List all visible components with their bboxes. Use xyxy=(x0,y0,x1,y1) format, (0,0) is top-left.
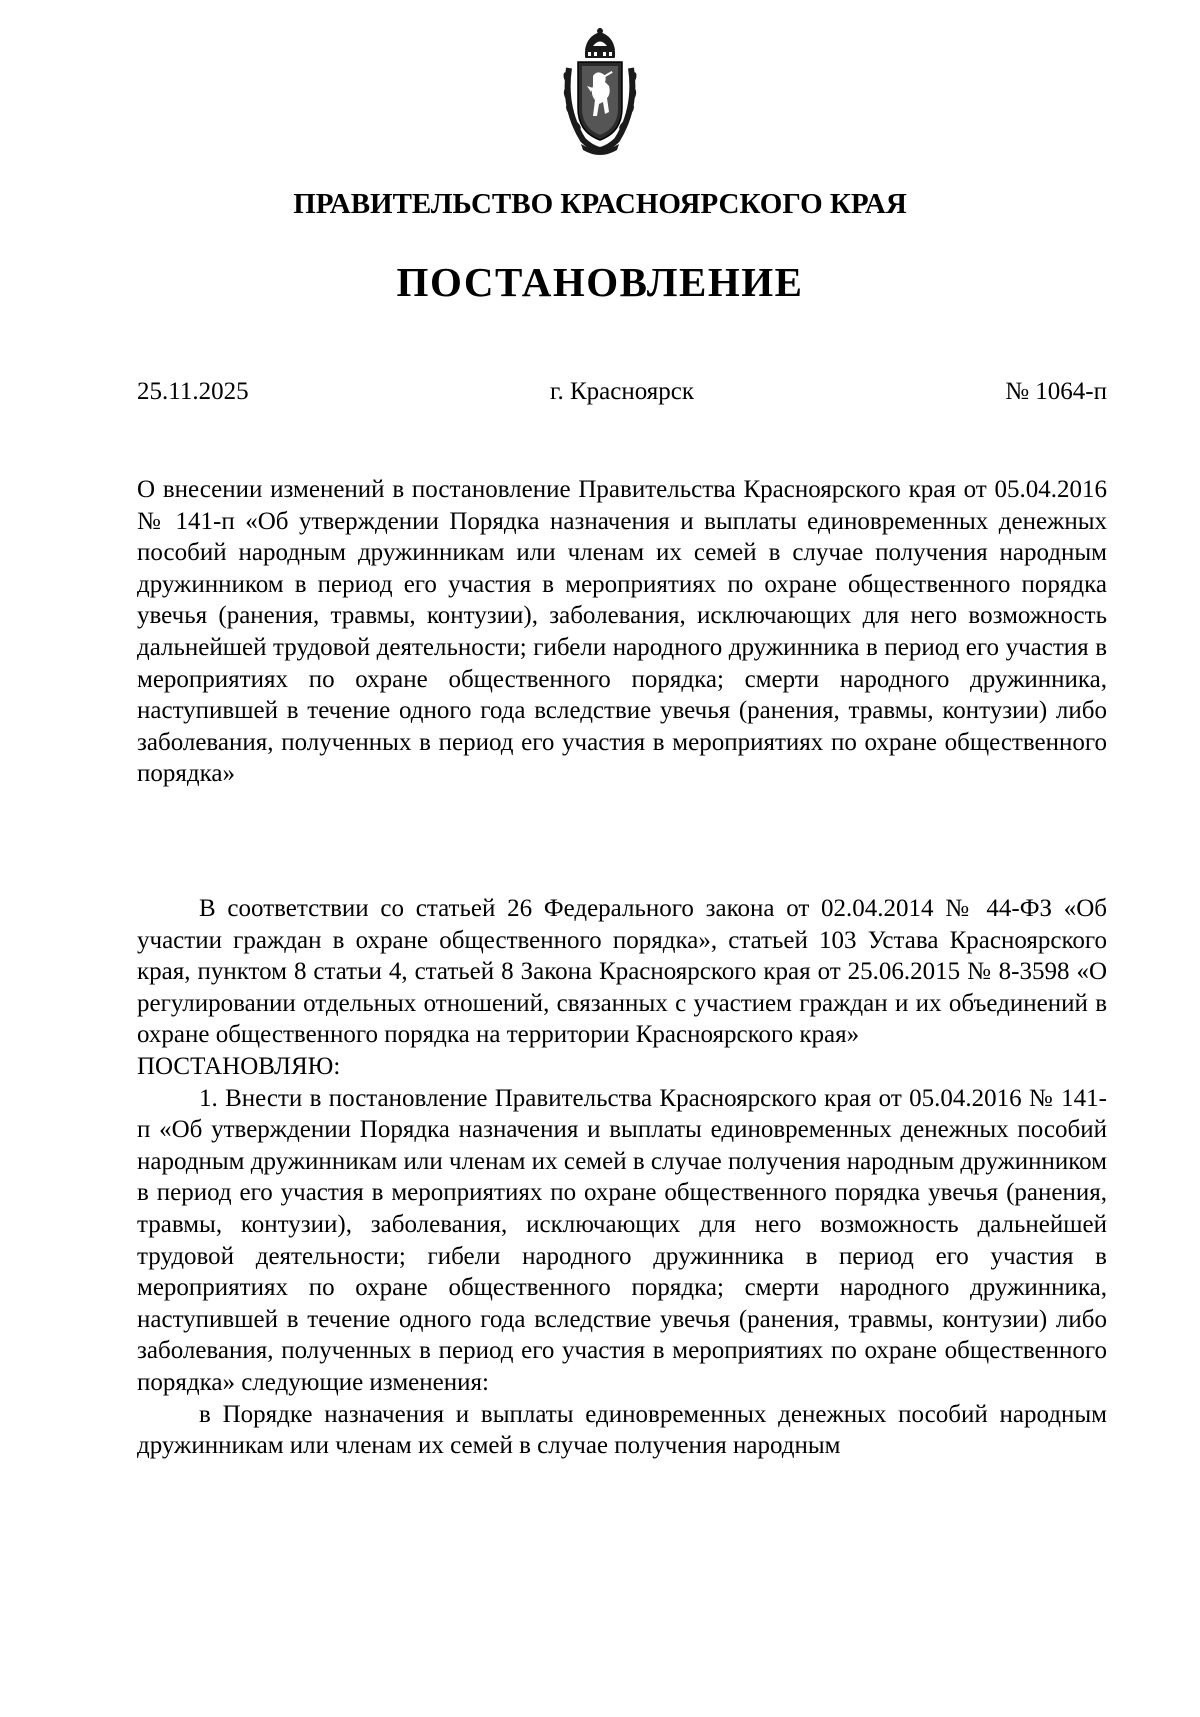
document-date: 25.11.2025 xyxy=(137,378,249,405)
document-city: г. Красноярск xyxy=(550,378,694,405)
item-1-paragraph: 1. Внести в постановление Правительства Красноярского края от 05.04.2016 № 141-п «Об утверждении Порядка назначения и выплаты единовременных денежных пособий народным дружинникам или членам их семей в случае получения народным дружинником в период его участия в мероприятиях по охране общественного порядка увечья (ранения, травмы, контузии), заболевания, исключающих для него возможность дальнейшей трудовой деятельности; гибели народного дружинника в период его участия в мероприятиях по охране общественного порядка; смерти народного дружинника, наступившей в течение одного года вследствие увечья (ранения, травмы, контузии) либо заболевания, полученных в период его участия в мероприятиях по охране общественного порядка» следующие изменения: xyxy=(137,1084,1107,1396)
item-1-continuation-paragraph: в Порядке назначения и выплаты единовременных денежных пособий народным дружинникам или членам их семей в случае получения народным xyxy=(137,1400,1107,1460)
document-meta-row xyxy=(137,378,1107,410)
decree-word: ПОСТАНОВЛЯЮ: xyxy=(137,1052,341,1080)
document-body xyxy=(137,893,1107,1462)
preamble-paragraph: В соответствии со статьей 26 Федерального закона от 02.04.2014 № 44-ФЗ «Об участии граждан в охране общественного порядка», статьей 103 Устава Красноярского края, пунктом 8 статьи 4, статьей 8 Закона Красноярского края от 25.06.2015 № 8-3598 «О регулировании отдельных отношений, связанных с участием граждан и их объединений в охране общественного порядка на территории Красноярского края» xyxy=(137,895,1107,1049)
document-number: № 1064-п xyxy=(1005,378,1107,405)
government-title: ПРАВИТЕЛЬСТВО КРАСНОЯРСКОГО КРАЯ xyxy=(293,188,907,220)
document-subject: О внесении изменений в постановление Правительства Красноярского края от 05.04.2016 № 141-п «Об утверждении Порядка назначения и выплаты единовременных денежных пособий народным дружинникам или членам их семей в случае получения народным дружинником в период его участия в мероприятиях по охране общественного порядка увечья (ранения, травмы, контузии), заболевания, исключающих для него возможность дальнейшей трудовой деятельности; гибели народного дружинника в период его участия в мероприятиях по охране общественного порядка; смерти народного дружинника, наступившей в течение одного года вследствие увечья (ранения, травмы, контузии) либо заболевания, полученных в период его участия в мероприятиях по охране общественного порядка» xyxy=(137,476,1107,788)
krasnoyarsk-krai-coat-of-arms-icon xyxy=(563,28,637,156)
document-type-title: ПОСТАНОВЛЕНИЕ xyxy=(396,259,804,305)
